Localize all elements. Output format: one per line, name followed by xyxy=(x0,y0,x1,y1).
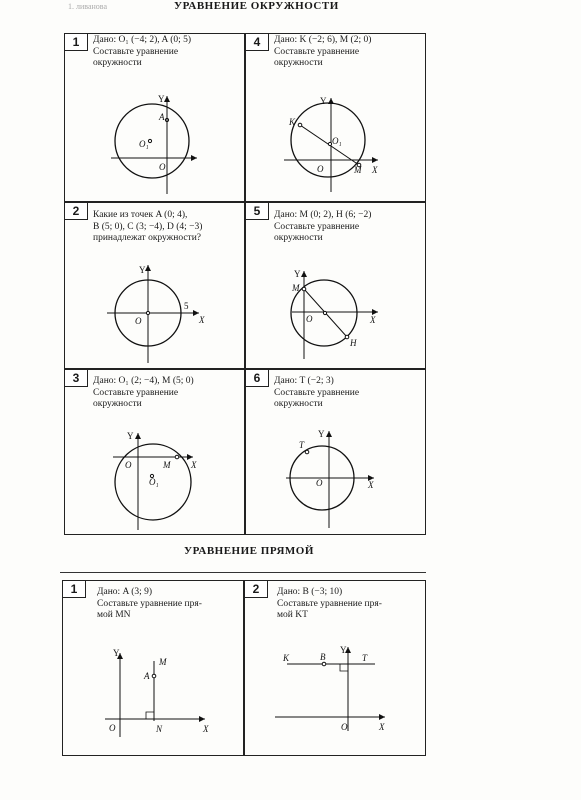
x-axis-label: X xyxy=(379,722,385,732)
point-k-label: K xyxy=(289,117,296,127)
task-text: Дано: A (3; 9) Составьте уравнение пря- мой MN xyxy=(97,587,202,620)
circle-task-5 xyxy=(245,202,426,369)
x-axis-label: X xyxy=(370,315,376,325)
y-axis-label: Y xyxy=(294,269,301,279)
center-o1-label: O₁ xyxy=(139,139,149,149)
task-number: 5 xyxy=(246,203,269,220)
task-text: Дано: K (−2; 6), M (2; 0) Составьте уравнение окружности xyxy=(274,35,372,68)
point-a-label: A xyxy=(159,112,165,122)
center-o1-label: O₁ xyxy=(332,136,342,146)
y-axis-label: Y xyxy=(127,431,134,441)
circle-figure-2 xyxy=(65,203,245,369)
circle-figure-5 xyxy=(246,203,426,369)
x-axis-label: X xyxy=(191,460,197,470)
y-axis-label: Y xyxy=(340,645,347,655)
section-title: УРАВНЕНИЕ ПРЯМОЙ xyxy=(184,545,314,557)
circle-figure-4 xyxy=(246,34,426,202)
point-m-label: M xyxy=(354,165,362,175)
line-figure-2 xyxy=(245,581,426,756)
circle-figure-3 xyxy=(65,370,245,535)
point-h-label: H xyxy=(350,338,357,348)
x-axis-label: X xyxy=(199,315,205,325)
task-number: 6 xyxy=(246,370,269,387)
y-axis-label: Y xyxy=(113,648,120,658)
point-k-label: K xyxy=(283,653,290,663)
task-text: Дано: T (−2; 3) Составьте уравнение окружности xyxy=(274,376,360,409)
origin-label: O xyxy=(109,723,116,733)
point-m-label: M xyxy=(163,460,171,470)
corner-mark: 1. ливанова xyxy=(68,2,107,11)
task-text: Дано: O₁ (2; −4), M (5; 0) Составьте уравнение окружности xyxy=(93,376,194,409)
y-axis-label: Y xyxy=(318,429,325,439)
x-axis-label: X xyxy=(372,165,378,175)
line-task-1 xyxy=(62,580,244,756)
task-text: Дано: O₁ (−4; 2), A (0; 5) Составьте уравнение окружности xyxy=(93,35,192,68)
point-t-label: T xyxy=(299,440,305,450)
task-text: Дано: M (0; 2), H (6; −2) Составьте уравнение окружности xyxy=(274,210,372,243)
circle-task-3 xyxy=(64,369,245,535)
y-axis-label: Y xyxy=(158,94,165,104)
circle-task-1 xyxy=(64,33,245,202)
x-axis-label: X xyxy=(368,480,374,490)
x-axis-label: X xyxy=(203,724,209,734)
origin-label: O xyxy=(135,316,142,326)
page-title: УРАВНЕНИЕ ОКРУЖНОСТИ xyxy=(174,0,339,12)
task-number: 1 xyxy=(65,34,88,51)
center-o1-label: O₁ xyxy=(149,477,159,487)
circle-figure-6 xyxy=(246,370,426,535)
task-text: Какие из точек A (0; 4), B (5; 0), C (3; −4), D (4; −3) принадлежат окружности? xyxy=(93,210,203,243)
circle-figure-1 xyxy=(65,34,245,202)
task-number: 2 xyxy=(65,203,88,220)
circle-task-4 xyxy=(245,33,426,202)
origin-label: O xyxy=(317,164,324,174)
point-m-label: M xyxy=(292,283,300,293)
origin-label: O xyxy=(125,460,132,470)
line-figure-1 xyxy=(63,581,244,756)
section-divider xyxy=(60,572,426,573)
point-a-label: A xyxy=(144,671,150,681)
radius-label: 5 xyxy=(184,301,189,311)
circle-task-6 xyxy=(245,369,426,535)
point-b-label: B xyxy=(320,652,326,662)
point-m-label: M xyxy=(159,657,167,667)
task-number: 4 xyxy=(246,34,269,51)
task-number: 2 xyxy=(245,581,268,598)
task-number: 1 xyxy=(63,581,86,598)
circle-task-2 xyxy=(64,202,245,369)
task-text: Дано: B (−3; 10) Составьте уравнение пря- мой KT xyxy=(277,587,382,620)
origin-label: O xyxy=(341,722,348,732)
line-task-2 xyxy=(244,580,426,756)
origin-label: O xyxy=(159,162,166,172)
y-axis-label: Y xyxy=(139,265,146,275)
origin-label: O xyxy=(316,478,323,488)
point-n-label: N xyxy=(156,724,163,734)
y-axis-label: Y xyxy=(320,96,327,106)
task-number: 3 xyxy=(65,370,88,387)
origin-label: O xyxy=(306,314,313,324)
point-t-label: T xyxy=(362,653,368,663)
